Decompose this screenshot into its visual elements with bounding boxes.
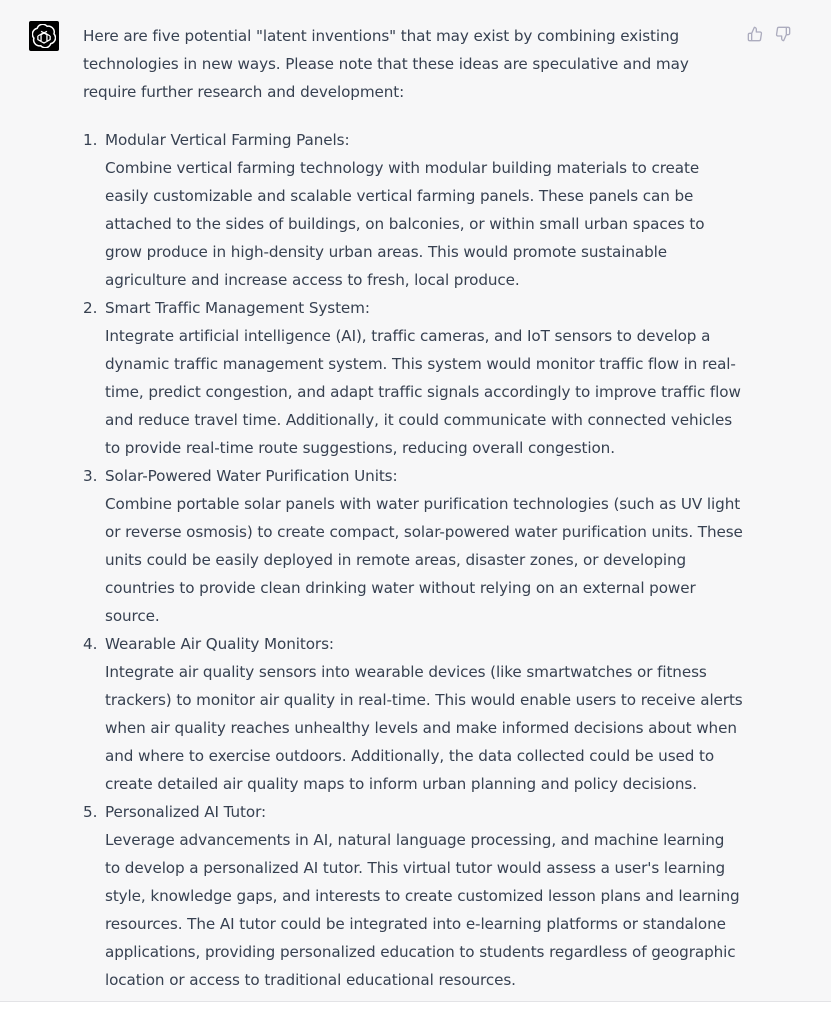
message-content (83, 22, 743, 994)
item-body: Integrate artificial intelligence (AI), traffic cameras, and IoT sensors to develop a dynamic traffic management system. This system would monitor traffic flow in real-time, predict congestion, and adapt traffic signals accordingly to improve traffic flow and reduce travel time. Additionally, it could communicate with connected vehicles to provide real-time route suggestions, reducing overall congestion. (105, 327, 741, 457)
item-number: 1. (83, 131, 98, 149)
item-title: Personalized AI Tutor: (105, 803, 266, 821)
item-body: Combine vertical farming technology with modular building materials to create easily customizable and scalable vertical farming panels. These panels can be attached to the sides of buildings, on balconies, or within small urban spaces to grow produce in high-density urban areas. This would promote sustainable agriculture and increase access to fresh, local produce. (105, 159, 705, 289)
item-number: 5. (83, 803, 98, 821)
item-body: Combine portable solar panels with water purification technologies (such as UV light or reverse osmosis) to create compact, solar-powered water purification units. These units could be easily deployed in remote areas, disaster zones, or developing countries to provide clean drinking water without relying on an external power source. (105, 495, 743, 625)
item-title: Wearable Air Quality Monitors: (105, 635, 334, 653)
thumbs-up-icon (747, 26, 763, 42)
message-intro: Here are five potential "latent inventions" that may exist by combining existing technologies in new ways. Please note that these ideas are speculative and may require further research and development: (83, 27, 689, 101)
list-item (83, 630, 743, 798)
item-number: 2. (83, 299, 98, 317)
list-item (83, 462, 743, 630)
item-number: 4. (83, 635, 98, 653)
item-body: Integrate air quality sensors into wearable devices (like smartwatches or fitness trackers) to monitor air quality in real-time. This would enable users to receive alerts when air quality reaches unhealthy levels and make informed decisions about when and where to exercise outdoors. Additionally, the data collected could be used to create detailed air quality maps to inform urban planning and policy decisions. (105, 663, 743, 793)
list-item (83, 126, 743, 294)
list-item (83, 294, 743, 462)
item-body: Leverage advancements in AI, natural language processing, and machine learning to develop a personalized AI tutor. This virtual tutor would assess a user's learning style, knowledge gaps, and interests to create customized lesson plans and learning resources. The AI tutor could be integrated into e-learning platforms or standalone applications, providing personalized education to students regardless of geographic location or access to traditional educational resources. (105, 831, 740, 989)
assistant-avatar (29, 21, 59, 51)
item-title: Modular Vertical Farming Panels: (105, 131, 350, 149)
thumbs-down-button[interactable] (774, 24, 792, 44)
feedback-buttons (746, 24, 792, 44)
item-number: 3. (83, 467, 98, 485)
item-title: Smart Traffic Management System: (105, 299, 370, 317)
item-title: Solar-Powered Water Purification Units: (105, 467, 398, 485)
openai-logo-icon (32, 24, 56, 48)
list-item (83, 798, 743, 994)
ideas-list (83, 126, 743, 994)
thumbs-down-icon (775, 26, 791, 42)
thumbs-up-button[interactable] (746, 24, 764, 44)
